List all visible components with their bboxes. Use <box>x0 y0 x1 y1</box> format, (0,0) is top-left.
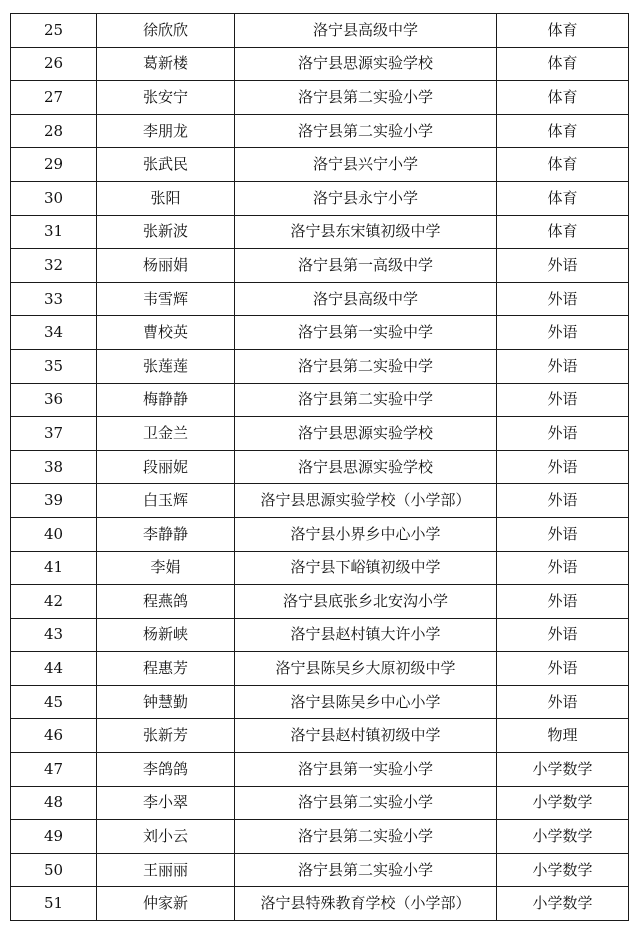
cell-school: 洛宁县陈吴乡大原初级中学 <box>235 652 497 686</box>
cell-subject: 小学数学 <box>497 753 629 787</box>
cell-number: 39 <box>11 484 97 518</box>
cell-number: 31 <box>11 215 97 249</box>
cell-school: 洛宁县东宋镇初级中学 <box>235 215 497 249</box>
cell-name: 张武民 <box>97 148 235 182</box>
cell-school: 洛宁县下峪镇初级中学 <box>235 551 497 585</box>
cell-school: 洛宁县第一高级中学 <box>235 249 497 283</box>
cell-school: 洛宁县第二实验小学 <box>235 853 497 887</box>
table-row <box>11 551 629 585</box>
cell-subject: 外语 <box>497 383 629 417</box>
cell-number: 36 <box>11 383 97 417</box>
cell-school: 洛宁县思源实验学校 <box>235 47 497 81</box>
cell-subject: 体育 <box>497 181 629 215</box>
cell-subject: 体育 <box>497 81 629 115</box>
cell-school: 洛宁县第二实验小学 <box>235 114 497 148</box>
cell-school: 洛宁县特殊教育学校（小学部） <box>235 887 497 921</box>
cell-subject: 外语 <box>497 282 629 316</box>
cell-number: 47 <box>11 753 97 787</box>
table-row <box>11 820 629 854</box>
cell-number: 32 <box>11 249 97 283</box>
table-row <box>11 114 629 148</box>
cell-name: 王丽丽 <box>97 853 235 887</box>
table-row <box>11 81 629 115</box>
cell-name: 李朋龙 <box>97 114 235 148</box>
cell-number: 26 <box>11 47 97 81</box>
cell-number: 42 <box>11 585 97 619</box>
cell-school: 洛宁县思源实验学校 <box>235 417 497 451</box>
cell-school: 洛宁县小界乡中心小学 <box>235 517 497 551</box>
cell-name: 葛新楼 <box>97 47 235 81</box>
table-row <box>11 282 629 316</box>
table-row <box>11 652 629 686</box>
roster-table <box>10 13 629 921</box>
cell-school: 洛宁县思源实验学校 <box>235 450 497 484</box>
cell-name: 白玉辉 <box>97 484 235 518</box>
cell-number: 50 <box>11 853 97 887</box>
cell-name: 仲家新 <box>97 887 235 921</box>
cell-school: 洛宁县永宁小学 <box>235 181 497 215</box>
cell-school: 洛宁县思源实验学校（小学部） <box>235 484 497 518</box>
cell-name: 刘小云 <box>97 820 235 854</box>
cell-school: 洛宁县第二实验小学 <box>235 81 497 115</box>
cell-name: 张新波 <box>97 215 235 249</box>
cell-subject: 小学数学 <box>497 853 629 887</box>
cell-school: 洛宁县第二实验小学 <box>235 786 497 820</box>
table-row <box>11 484 629 518</box>
cell-school: 洛宁县第二实验小学 <box>235 820 497 854</box>
cell-subject: 物理 <box>497 719 629 753</box>
cell-name: 李鸽鸽 <box>97 753 235 787</box>
table-row <box>11 148 629 182</box>
table-row <box>11 383 629 417</box>
cell-subject: 外语 <box>497 249 629 283</box>
cell-subject: 外语 <box>497 685 629 719</box>
cell-name: 张阳 <box>97 181 235 215</box>
table-row <box>11 719 629 753</box>
cell-number: 45 <box>11 685 97 719</box>
table-row <box>11 349 629 383</box>
cell-school: 洛宁县第二实验中学 <box>235 383 497 417</box>
cell-subject: 外语 <box>497 349 629 383</box>
cell-school: 洛宁县赵村镇初级中学 <box>235 719 497 753</box>
cell-school: 洛宁县陈吴乡中心小学 <box>235 685 497 719</box>
cell-number: 51 <box>11 887 97 921</box>
table-row <box>11 585 629 619</box>
table-row <box>11 249 629 283</box>
cell-subject: 小学数学 <box>497 887 629 921</box>
cell-name: 李静静 <box>97 517 235 551</box>
table-row <box>11 753 629 787</box>
table-row <box>11 786 629 820</box>
cell-number: 38 <box>11 450 97 484</box>
cell-name: 段丽妮 <box>97 450 235 484</box>
table-row <box>11 618 629 652</box>
cell-number: 43 <box>11 618 97 652</box>
cell-number: 41 <box>11 551 97 585</box>
cell-subject: 小学数学 <box>497 786 629 820</box>
cell-number: 49 <box>11 820 97 854</box>
table-row <box>11 685 629 719</box>
cell-number: 40 <box>11 517 97 551</box>
cell-subject: 外语 <box>497 417 629 451</box>
cell-name: 张安宁 <box>97 81 235 115</box>
cell-name: 李小翠 <box>97 786 235 820</box>
cell-number: 28 <box>11 114 97 148</box>
cell-number: 35 <box>11 349 97 383</box>
cell-school: 洛宁县兴宁小学 <box>235 148 497 182</box>
cell-name: 梅静静 <box>97 383 235 417</box>
table-row <box>11 181 629 215</box>
cell-number: 30 <box>11 181 97 215</box>
table-row <box>11 316 629 350</box>
cell-number: 33 <box>11 282 97 316</box>
cell-subject: 体育 <box>497 148 629 182</box>
cell-subject: 外语 <box>497 618 629 652</box>
table-row <box>11 47 629 81</box>
cell-name: 程燕鸽 <box>97 585 235 619</box>
table-row <box>11 14 629 48</box>
cell-school: 洛宁县高级中学 <box>235 282 497 316</box>
cell-subject: 外语 <box>497 652 629 686</box>
cell-number: 29 <box>11 148 97 182</box>
cell-subject: 外语 <box>497 450 629 484</box>
cell-number: 48 <box>11 786 97 820</box>
cell-subject: 小学数学 <box>497 820 629 854</box>
table-row <box>11 887 629 921</box>
cell-subject: 体育 <box>497 14 629 48</box>
cell-number: 46 <box>11 719 97 753</box>
cell-name: 钟慧勤 <box>97 685 235 719</box>
cell-school: 洛宁县第一实验小学 <box>235 753 497 787</box>
cell-subject: 体育 <box>497 47 629 81</box>
cell-subject: 外语 <box>497 316 629 350</box>
cell-number: 25 <box>11 14 97 48</box>
cell-school: 洛宁县底张乡北安沟小学 <box>235 585 497 619</box>
table-row <box>11 417 629 451</box>
cell-subject: 体育 <box>497 114 629 148</box>
cell-school: 洛宁县第一实验中学 <box>235 316 497 350</box>
cell-name: 张新芳 <box>97 719 235 753</box>
cell-number: 44 <box>11 652 97 686</box>
cell-subject: 外语 <box>497 484 629 518</box>
cell-subject: 外语 <box>497 517 629 551</box>
table-row <box>11 517 629 551</box>
table-row <box>11 450 629 484</box>
cell-name: 杨新峡 <box>97 618 235 652</box>
cell-school: 洛宁县赵村镇大许小学 <box>235 618 497 652</box>
cell-name: 徐欣欣 <box>97 14 235 48</box>
cell-subject: 外语 <box>497 551 629 585</box>
cell-school: 洛宁县第二实验中学 <box>235 349 497 383</box>
cell-name: 程惠芳 <box>97 652 235 686</box>
table-row <box>11 853 629 887</box>
cell-name: 曹校英 <box>97 316 235 350</box>
cell-name: 韦雪辉 <box>97 282 235 316</box>
table-row <box>11 215 629 249</box>
cell-subject: 体育 <box>497 215 629 249</box>
cell-name: 张莲莲 <box>97 349 235 383</box>
cell-name: 杨丽娟 <box>97 249 235 283</box>
cell-school: 洛宁县高级中学 <box>235 14 497 48</box>
cell-name: 卫金兰 <box>97 417 235 451</box>
cell-subject: 外语 <box>497 585 629 619</box>
cell-name: 李娟 <box>97 551 235 585</box>
cell-number: 27 <box>11 81 97 115</box>
cell-number: 37 <box>11 417 97 451</box>
roster-table-body <box>11 14 629 921</box>
cell-number: 34 <box>11 316 97 350</box>
